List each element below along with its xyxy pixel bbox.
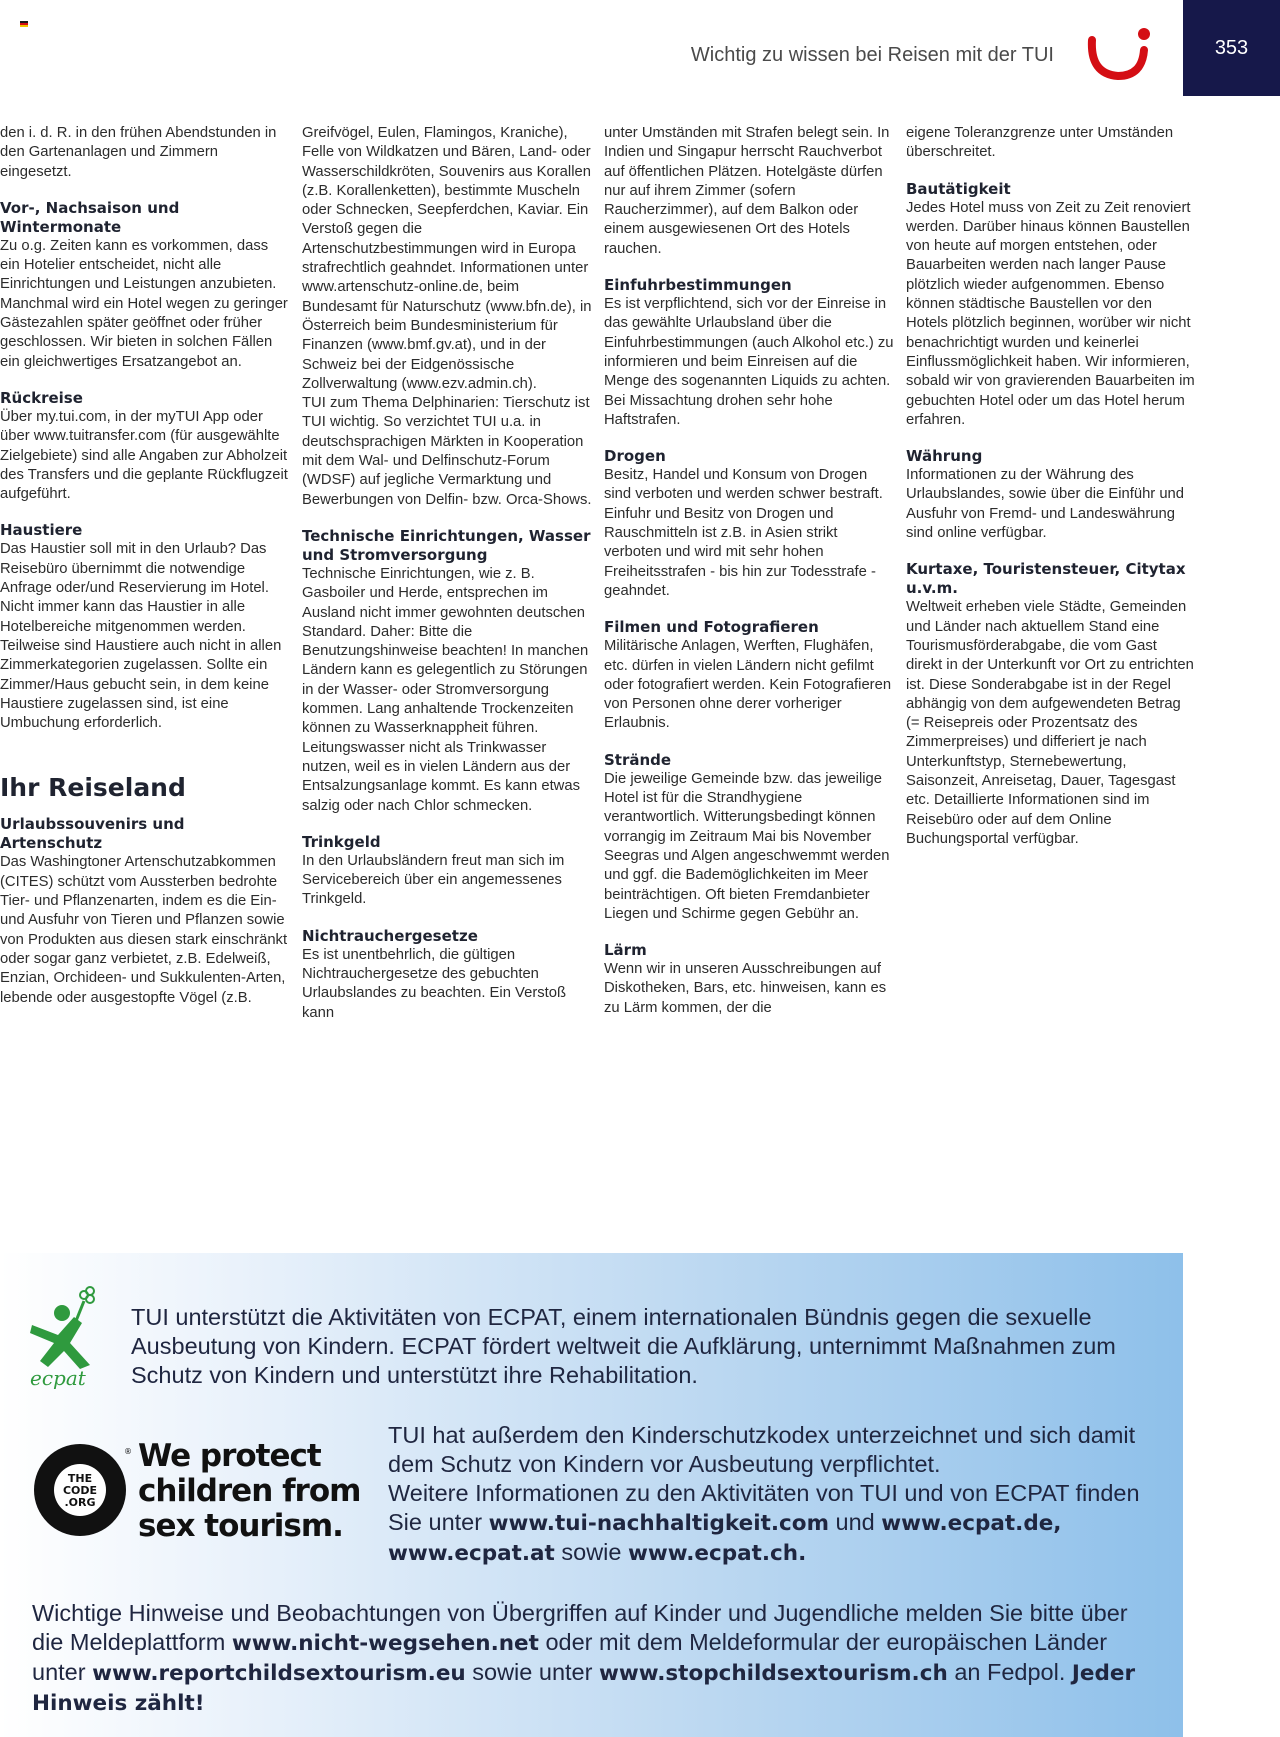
code-logo-mark: ® [124,1447,132,1456]
kodex-connector: und [835,1509,875,1535]
section-heading: Strände [604,750,672,769]
paragraph: eigene Toleranzgrenze unter Umständen überschreitet. [906,125,1174,161]
section-heading: Haustiere [0,521,83,540]
code-logo-line: .ORG [64,1496,96,1509]
column-4 [906,124,1196,849]
paragraph: TUI zum Thema Delphinarien: Tierschutz ist TUI wichtig. So verzichtet TUI u.a. in deutschsprachigen Märkten in Kooperation mit dem Wal- und Delfinschutz-Forum (WDSF) auf jegliche Vermarktung und Bewerbungen von Delfin- bzw. Orca-Shows. [302,395,592,508]
section-heading: Nichtrauchergesetze [302,926,478,945]
tui-logo [1084,24,1154,82]
paragraph: Über my.tui.com, in der myTUI App oder über www.tuitransfer.com (für ausgewählte Zielgebiete) sind alle Angaben zur Abholzeit des Transfers und die geplante Rückflugzeit aufgeführt. [0,408,288,503]
paragraph: Greifvögel, Eulen, Flamingos, Kraniche), Felle von Wildkatzen und Bären, Land- oder Wasserschildkröten, Souvenirs aus Korallen (z.B. Korallenketten), bestimmte Muscheln oder Schnecken, Seepferdchen, Kaviar. Ein Verstoß gegen die Artenschutzbestimmungen wird in Europa strafrechtlich geahndet. Informationen unter www.artenschutz-online.de, beim Bundesamt für Naturschutz (www.bfn.de), in Österreich beim Bundesministerium für Finanzen (www.bmf.gv.at), und in der Schweiz bei der Eidgenössische Zollverwaltung (www.ezv.admin.ch). [302,125,592,392]
we-protect-slogan [138,1439,378,1544]
section-heading: Technische Einrichtungen, Wasser und Stromversorgung [302,526,591,564]
section-heading: Bautätigkeit [906,179,1011,198]
slogan-line: children from [138,1473,361,1509]
paragraph: den i. d. R. in den frühen Abendstunden in den Gartenanlagen und Zimmern eingesetzt. [0,125,277,180]
section-heading: Urlaubssouvenirs und Artenschutz [0,815,185,853]
slogan-line: sex tourism. [138,1508,343,1544]
code-logo-line: CODE [62,1484,98,1497]
column-3 [604,124,894,1018]
paragraph: Die jeweilige Gemeinde bzw. das jeweilige Hotel ist für die Strandhygiene verantwortlich. Witterungsbedingt können vorrangig im Zeitraum Mai bis November Seegras und Algen angeschwemmt werden und ggf. die Bademöglichkeiten im Meer beinträchtigen. Oft bieten Fremdanbieter Liegen und Schirme gegen Gebühr an. [604,770,890,922]
paragraph: Wenn wir in unseren Ausschreibungen auf Diskotheken, Bars, etc. hinweisen, kann es zu Lärm kommen, der die [604,961,887,1016]
section-heading: Einfuhrbestimmungen [604,276,792,295]
reportchildsextourism-link[interactable]: www.reportchildsextourism.eu [92,1661,466,1686]
ecpat-de-at-link[interactable]: www.ecpat.de, www.ecpat.at [388,1511,1062,1566]
report-sentence: Wichtige Hinweise und Beobachtungen von Übergriffen auf Kinder und Jugendliche melden Sie bitte über die Meldeplattform [32,1600,1128,1655]
section-heading: Trinkgeld [302,832,381,851]
paragraph: Informationen zu der Währung des Urlaubslandes, sowie über die Einführ und Ausfuhr von Fremd- und Landeswährung sind online verfügbar. [906,467,1185,542]
slogan-line: We protect [138,1438,321,1474]
section-heading: Vor-, Nachsaison und Wintermonate [0,198,180,236]
ecpat-logo-text: ecpat [30,1366,86,1390]
paragraph: In den Urlaubsländern freut man sich im Servicebereich über ein angemessenes Trinkgeld. [302,852,565,908]
page-number: 353 [1183,0,1280,96]
paragraph: Besitz, Handel und Konsum von Drogen sind verboten und werden schwer bestraft. Einfuhr und Besitz von Drogen und Rauschmitteln ist z.B. in Asien strikt verboten und wird mit sehr hohen Freiheitsstrafen - bis hin zur Todesstrafe - geahndet. [604,467,883,599]
paragraph: unter Umständen mit Strafen belegt sein. In Indien und Singapur herrscht Rauchverbot auf öffentlichen Plätzen. Hotelgäste dürfen nur auf ihrem Zimmer (sofern Raucherzimmer), auf dem Balkon oder einem ausgewiesenen Ort des Hotels rauchen. [604,125,890,257]
tui-nachhaltigkeit-link[interactable]: www.tui-nachhaltigkeit.com [488,1511,829,1536]
column-2 [302,124,592,1023]
report-sentence: an Fedpol. [954,1659,1066,1685]
ecpat-ch-link[interactable]: www.ecpat.ch. [628,1541,807,1566]
paragraph: Technische Einrichtungen, wie z. B. Gasboiler und Herde, entsprechen im Ausland nicht immer gewohnten deutschen Standard. Daher: Bitte die Benutzungshinweise beachten! In manchen Ländern kann es gelegentlich zu Störungen in der Wasser- oder Stromversorgung kommen. Lang anhaltende Trockenzeiten können zu Wasserknappheit führen. Leitungswasser nicht als Trinkwasser nutzen, weil es in vielen Ländern aus der Entsalzungsanlage kommt. Es kann etwas salzig oder nach Chlor schmecken. [302,565,589,814]
flag-icon [20,21,28,27]
ecpat-logo [24,1283,110,1389]
paragraph: Es ist verpflichtend, sich vor der Einreise in das gewählte Urlaubsland über die Einfuhrbestimmungen (auch Alkohol etc.) zu informieren und beim Einreisen auf die Menge des sogenannten Liquids zu achten. Bei Missachtung drohen sehr hohe Haftstrafen. [604,296,894,428]
paragraph: Es ist unentbehrlich, die gültigen Nichtrauchergesetze des gebuchten Urlaubslandes zu beachten. Ein Verstoß kann [302,946,567,1021]
paragraph: Zu o.g. Zeiten kann es vorkommen, dass ein Hotelier entscheidet, nicht alle Einrichtungen und Leistungen anzubieten. Manchmal wird ein Hotel wegen zu geringer Gästezahlen später geöffnet oder früher geschlossen. Wir bieten in solchen Fällen ein gleichwertiges Ersatzangebot an. [0,237,288,370]
the-code-logo [32,1442,132,1538]
paragraph: Jedes Hotel muss von Zeit zu Zeit renoviert werden. Darüber hinaus können Baustellen von heute auf morgen entstehen, oder Bauarbeiten werden nach langer Pause plötzlich wieder aufgenommen. Ebenso können städtische Baustellen vor den Hotels plötzlich beginnen, worüber wir nicht benachrichtigt wurden und keinerlei Einflussmöglichkeit haben. Wir informieren, sobald wir von gravierenden Bauarbeiten im gebuchten Hotel oder um das Hotel herum erfahren. [906,199,1195,428]
chapter-heading: Ihr Reiseland [0,773,186,803]
ecpat-text: TUI unterstützt die Aktivitäten von ECPAT, einem internationalen Bündnis gegen die sexuelle Ausbeutung von Kindern. ECPAT fördert weltweit die Aufklärung, unternimmt Maßnahmen zum Schutz von Kindern und unterstützt ihre Rehabilitation. [131,1304,1116,1388]
report-text [32,1599,1162,1718]
section-heading: Drogen [604,447,666,466]
report-sentence: sowie unter [472,1659,593,1685]
nicht-wegsehen-link[interactable]: www.nicht-wegsehen.net [231,1631,539,1656]
paragraph: Weltweit erheben viele Städte, Gemeinden und Länder nach aktuellem Stand eine Tourismusförderabgabe, die vom Gast direkt in der Unterkunft vor Ort zu entrichten ist. Diese Sonderabgabe ist in der Regel abhängig von dem aufgewendeten Betrag (= Reisepreis oder Prozentsatz des Zimmerpreises) und differiert je nach Unterkunftstyp, Sternebewertung, Saisonzeit, Anreisetag, Dauer, Tagesgast etc. Detaillierte Informationen sind im Reisebüro oder auf dem Online Buchungsportal verfügbar. [906,599,1194,847]
section-heading: Währung [906,447,983,466]
header-title: Wichtig zu wissen bei Reisen mit der TUI [690,44,1054,66]
kodex-text [388,1421,1158,1568]
paragraph: Das Washingtoner Artenschutzabkommen (CITES) schützt vom Aussterben bedrohte Tier- und Pflanzenarten, indem es die Ein- und Ausfuhr von Tieren und Pflanzen sowie von Produkten aus diesen stark einschränkt oder sogar ganz verbietet, z.B. Edelweiß, Enzian, Orchideen- und Sukkulenten-Arten, lebende oder ausgestopfte Vögel (z.B. [0,854,288,1006]
kodex-connector: sowie [561,1539,622,1565]
section-heading: Lärm [604,941,647,960]
paragraph: Militärische Anlagen, Werften, Flughäfen, etc. dürfen in vielen Ländern nicht gefilmt oder fotografiert werden. Kein Fotografieren von Personen ohne derer vorheriger Erlaubnis. [604,638,892,732]
paragraph: Das Haustier soll mit in den Urlaub? Das Reisebüro übernimmt die notwendige Anfrage oder/und Reservierung im Hotel. Nicht immer kann das Haustier in alle Hotelbereiche mitgenommen werden. Teilweise sind Haustiere auch nicht in allen Zimmerkategorien zugelassen. Sollte ein Zimmer/Haus gebucht sein, in dem keine Haustiere zugelassen sind, ist eine Umbuchung erforderlich. [0,541,282,732]
column-1 [0,124,290,1008]
section-heading: Filmen und Fotografieren [604,618,819,637]
kodex-sentence: Weitere Informationen zu den Aktivitäten von TUI und von ECPAT finden Sie unter [388,1480,1140,1535]
section-heading: Rückreise [0,388,83,407]
stopchildsextourism-link[interactable]: www.stopchildsextourism.ch [598,1661,948,1686]
kodex-sentence: TUI hat außerdem den Kinderschutzkodex unterzeichnet und sich damit dem Schutz von Kindern vor Ausbeutung verpflichtet. [388,1422,1136,1477]
ecpat-banner [0,1253,1183,1737]
report-sentence: oder mit dem Meldeformular der europäischen Länder unter [32,1629,1108,1685]
report-emphasis: Jeder Hinweis zählt! [32,1661,1136,1716]
code-logo-line: THE [67,1472,93,1485]
section-heading: Kurtaxe, Touristensteuer, Citytax u.v.m. [906,560,1186,598]
